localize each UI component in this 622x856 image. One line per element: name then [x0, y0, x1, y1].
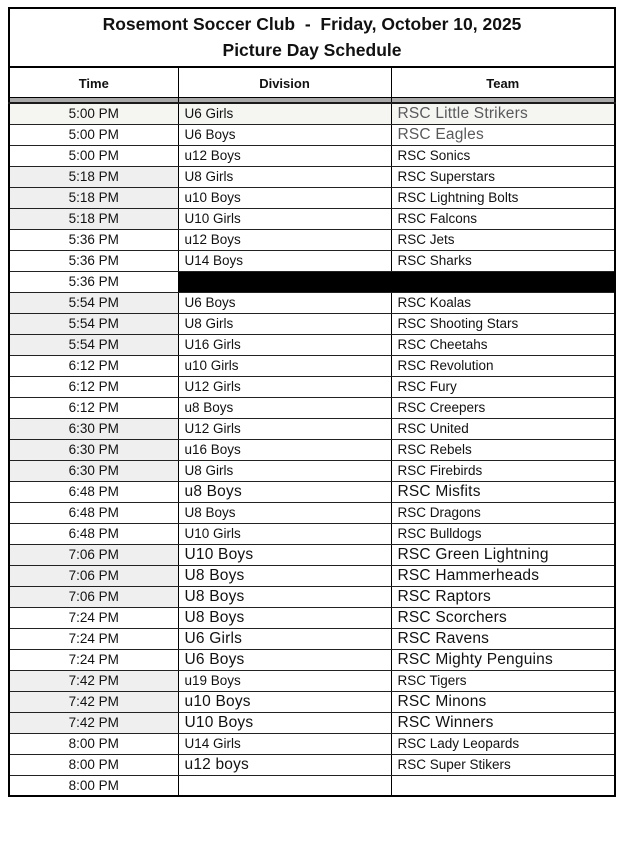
time-cell: 6:30 PM	[9, 439, 178, 460]
team-cell: RSC Jets	[391, 229, 615, 250]
table-row	[9, 481, 615, 502]
division-cell: U14 Boys	[178, 250, 391, 271]
time-cell: 8:00 PM	[9, 775, 178, 796]
time-cell: 5:18 PM	[9, 208, 178, 229]
team-cell: RSC United	[391, 418, 615, 439]
time-cell: 6:48 PM	[9, 481, 178, 502]
division-cell: U6 Girls	[178, 103, 391, 124]
division-cell: u12 Boys	[178, 229, 391, 250]
time-cell: 7:42 PM	[9, 712, 178, 733]
division-cell: u8 Boys	[178, 481, 391, 502]
time-cell: 6:30 PM	[9, 418, 178, 439]
division-cell	[178, 775, 391, 796]
team-cell: RSC Tigers	[391, 670, 615, 691]
table-row	[9, 544, 615, 565]
table-row	[9, 166, 615, 187]
team-cell: RSC Dragons	[391, 502, 615, 523]
time-cell: 5:00 PM	[9, 124, 178, 145]
team-cell: RSC Lady Leopards	[391, 733, 615, 754]
table-row	[9, 292, 615, 313]
division-cell: U8 Girls	[178, 460, 391, 481]
division-cell: U10 Girls	[178, 523, 391, 544]
table-row	[9, 649, 615, 670]
team-cell: RSC Koalas	[391, 292, 615, 313]
time-cell: 6:12 PM	[9, 397, 178, 418]
division-cell: u16 Boys	[178, 439, 391, 460]
column-header-team: Team	[391, 67, 615, 97]
division-cell: u10 Boys	[178, 187, 391, 208]
time-cell: 7:42 PM	[9, 691, 178, 712]
table-row	[9, 733, 615, 754]
table-row	[9, 418, 615, 439]
team-cell: RSC Super Stikers	[391, 754, 615, 775]
time-cell: 5:54 PM	[9, 334, 178, 355]
table-row	[9, 187, 615, 208]
division-cell: U10 Boys	[178, 712, 391, 733]
title-line-2: Picture Day Schedule	[222, 40, 402, 60]
division-cell: U16 Girls	[178, 334, 391, 355]
table-row	[9, 397, 615, 418]
team-cell: RSC Ravens	[391, 628, 615, 649]
time-cell: 8:00 PM	[9, 733, 178, 754]
table-row	[9, 439, 615, 460]
time-cell: 5:36 PM	[9, 250, 178, 271]
column-header-division: Division	[178, 67, 391, 97]
division-cell: U8 Boys	[178, 565, 391, 586]
team-cell	[391, 271, 615, 292]
division-cell: U14 Girls	[178, 733, 391, 754]
division-cell: U8 Girls	[178, 166, 391, 187]
table-row	[9, 376, 615, 397]
time-cell: 5:36 PM	[9, 271, 178, 292]
team-cell	[391, 775, 615, 796]
division-cell: U12 Girls	[178, 376, 391, 397]
time-cell: 5:36 PM	[9, 229, 178, 250]
table-row	[9, 754, 615, 775]
table-row	[9, 460, 615, 481]
table-row	[9, 691, 615, 712]
division-cell: U8 Boys	[178, 586, 391, 607]
team-cell: RSC Winners	[391, 712, 615, 733]
division-cell: u8 Boys	[178, 397, 391, 418]
table-row	[9, 565, 615, 586]
table-row	[9, 229, 615, 250]
table-row	[9, 712, 615, 733]
team-cell: RSC Little Strikers	[391, 103, 615, 124]
division-cell: U10 Girls	[178, 208, 391, 229]
table-row	[9, 103, 615, 124]
team-cell: RSC Green Lightning	[391, 544, 615, 565]
table-row	[9, 313, 615, 334]
division-cell: u10 Girls	[178, 355, 391, 376]
team-cell: RSC Revolution	[391, 355, 615, 376]
division-cell: u12 boys	[178, 754, 391, 775]
time-cell: 8:00 PM	[9, 754, 178, 775]
team-cell: RSC Firebirds	[391, 460, 615, 481]
title-line-1: Rosemont Soccer Club - Friday, October 10, 2025	[102, 14, 522, 34]
time-cell: 5:00 PM	[9, 103, 178, 124]
table-row	[9, 523, 615, 544]
team-cell: RSC Minons	[391, 691, 615, 712]
division-cell: u19 Boys	[178, 670, 391, 691]
division-cell: U8 Boys	[178, 502, 391, 523]
team-cell: RSC Scorchers	[391, 607, 615, 628]
table-row	[9, 502, 615, 523]
team-cell: RSC Shooting Stars	[391, 313, 615, 334]
time-cell: 5:54 PM	[9, 313, 178, 334]
division-cell: U6 Boys	[178, 124, 391, 145]
division-cell: U8 Boys	[178, 607, 391, 628]
time-cell: 5:00 PM	[9, 145, 178, 166]
team-cell: RSC Bulldogs	[391, 523, 615, 544]
team-cell: RSC Raptors	[391, 586, 615, 607]
time-cell: 7:06 PM	[9, 565, 178, 586]
team-cell: RSC Misfits	[391, 481, 615, 502]
table-row	[9, 628, 615, 649]
team-cell: RSC Superstars	[391, 166, 615, 187]
time-cell: 7:42 PM	[9, 670, 178, 691]
time-cell: 7:24 PM	[9, 649, 178, 670]
division-cell	[178, 271, 391, 292]
team-cell: RSC Falcons	[391, 208, 615, 229]
page-title	[9, 8, 615, 67]
table-row	[9, 208, 615, 229]
table-row	[9, 586, 615, 607]
team-cell: RSC Lightning Bolts	[391, 187, 615, 208]
table-row	[9, 355, 615, 376]
time-cell: 6:12 PM	[9, 376, 178, 397]
time-cell: 5:18 PM	[9, 166, 178, 187]
division-cell: U6 Girls	[178, 628, 391, 649]
table-row	[9, 607, 615, 628]
column-header-time: Time	[9, 67, 178, 97]
table-row	[9, 250, 615, 271]
time-cell: 6:48 PM	[9, 502, 178, 523]
team-cell: RSC Sonics	[391, 145, 615, 166]
schedule-rows	[9, 103, 615, 796]
table-row	[9, 124, 615, 145]
division-cell: U8 Girls	[178, 313, 391, 334]
team-cell: RSC Rebels	[391, 439, 615, 460]
time-cell: 5:54 PM	[9, 292, 178, 313]
table-row	[9, 775, 615, 796]
team-cell: RSC Cheetahs	[391, 334, 615, 355]
time-cell: 7:24 PM	[9, 607, 178, 628]
time-cell: 7:24 PM	[9, 628, 178, 649]
time-cell: 6:12 PM	[9, 355, 178, 376]
team-cell: RSC Eagles	[391, 124, 615, 145]
table-row	[9, 145, 615, 166]
time-cell: 5:18 PM	[9, 187, 178, 208]
division-cell: U10 Boys	[178, 544, 391, 565]
division-cell: u10 Boys	[178, 691, 391, 712]
team-cell: RSC Mighty Penguins	[391, 649, 615, 670]
table-row	[9, 271, 615, 292]
team-cell: RSC Hammerheads	[391, 565, 615, 586]
title-row	[9, 8, 615, 67]
team-cell: RSC Fury	[391, 376, 615, 397]
division-cell: u12 Boys	[178, 145, 391, 166]
team-cell: RSC Creepers	[391, 397, 615, 418]
time-cell: 6:48 PM	[9, 523, 178, 544]
column-header-row	[9, 67, 615, 97]
time-cell: 6:30 PM	[9, 460, 178, 481]
table-row	[9, 670, 615, 691]
division-cell: U12 Girls	[178, 418, 391, 439]
team-cell: RSC Sharks	[391, 250, 615, 271]
division-cell: U6 Boys	[178, 649, 391, 670]
table-row	[9, 334, 615, 355]
time-cell: 7:06 PM	[9, 544, 178, 565]
time-cell: 7:06 PM	[9, 586, 178, 607]
division-cell: U6 Boys	[178, 292, 391, 313]
schedule-table	[8, 7, 616, 797]
